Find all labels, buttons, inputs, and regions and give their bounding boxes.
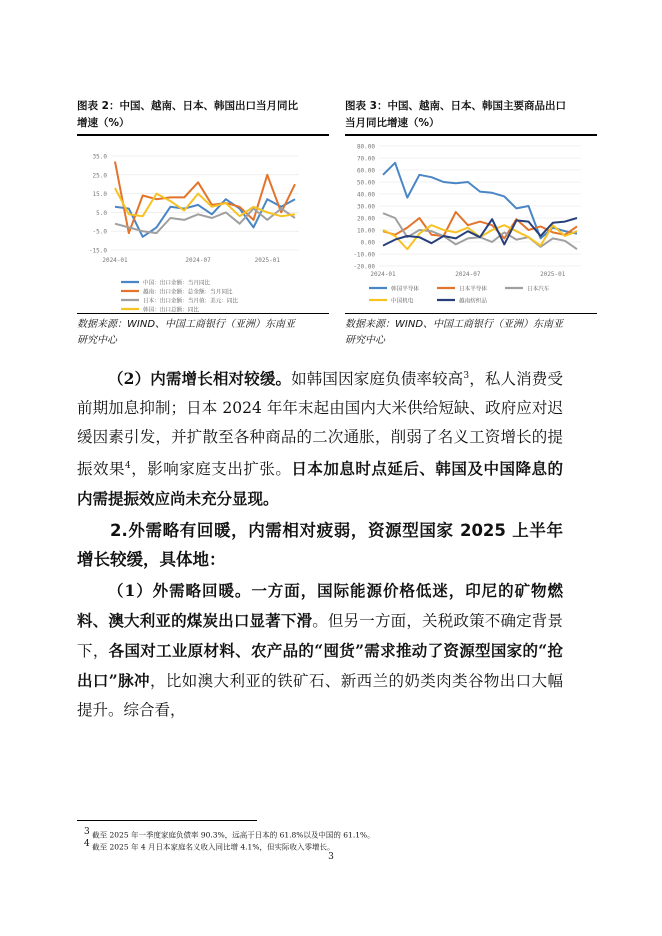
text-segment-bold: 各国对工业原材料、农产品的“囤货”需求推动了资源型国家的“抢出口”脉冲 [77,641,563,691]
figure-3-chart [345,136,597,313]
text-segment: 如韩国因家庭负债率较高 [291,370,464,389]
y-tick-label: 15.0 [92,190,107,198]
text-segment: （1）外需略回暖。一方面，国际能源价格低迷， [108,581,466,601]
y-tick-label: 5.0 [96,209,107,217]
footnote-3-number: 3 [84,827,90,837]
y-tick-label: 0.00 [360,239,375,246]
footnote-divider [77,820,257,821]
y-tick-label: 70.00 [356,155,375,162]
section-heading-2: 2.外需略有回暖，内需相对疲弱，资源型国家 2025 上半年增长较缓，具体地： [77,521,563,570]
legend-label: 越南纺织品 [459,297,487,304]
y-tick-label: 35.0 [92,153,107,160]
figure-3-title [345,98,597,132]
footnote-3-text: 截至 2025 年一季度家庭负债率 90.3%，远高于日本的 61.8%以及中国的 61.1%。 [92,830,375,840]
x-tick-label: 2024-01 [102,256,128,264]
legend-label: 日本：出口金额：当月值：美元：同比 [143,297,239,304]
paragraph-domestic-demand-heading: （2）内需增长相对较缓。 [108,369,292,389]
legend-label: 中国机电 [391,297,414,304]
paragraph-domestic-demand [77,362,563,514]
y-tick-label: 60.00 [356,167,375,174]
legend-label: 日本半导体 [459,285,487,292]
y-tick-label: 50.00 [356,179,375,186]
legend-label: 日本汽车 [527,285,550,292]
figure-2-chart [77,136,329,313]
text-segment-bold: 日本加息时点延后、韩国及中国降息的内需提振效应尚未充分显现。 [77,459,563,509]
figure-3-title-line2: 当月同比增速（%） [345,117,440,129]
y-tick-label: -10.00 [353,251,375,258]
text-segment: ，影响家庭支出扩张。 [130,460,292,479]
figure-3-source-line2: 研究中心 [345,334,385,346]
y-tick-label: 80.00 [356,143,375,150]
text-segment-bold: 印尼的矿物燃料、澳大利亚的煤炭出口显著下滑 [77,581,563,631]
x-tick-label: 2025-01 [254,256,280,264]
footnote-ref-3[interactable]: 3 [463,371,470,381]
footnote-4-number: 4 [84,839,90,849]
figure-2-bottom-rule [77,313,329,314]
figure-2-source [77,317,329,349]
footnote-4-text: 截至 2025 年 4 月日本家庭名义收入同比增 4.1%，但实际收入零增长。 [92,842,335,852]
paragraph-external-demand [77,576,563,725]
figure-2-source-line1: 数据来源：WIND、中国工商银行（亚洲）东南亚 [77,318,296,330]
y-tick-label: 25.0 [92,171,107,179]
text-segment: ，私人消费受前期加息抑制；日本 2024 年年末起由国内大米供给短缺、政府应对迟缓因素引发，并扩散至各种商品的二次通胀，削弱了名义工资增长的提振效果 [77,370,563,479]
body-text [77,362,563,725]
legend-label: 韩国半导体 [391,285,419,292]
x-tick-label: 2025-01 [540,270,566,278]
figure-3-bottom-rule [345,313,597,314]
y-tick-label: 10.00 [356,227,375,234]
y-tick-label: -15.0 [88,247,107,254]
x-tick-label: 2024-07 [185,256,211,264]
text-segment: ，比如澳大利亚的铁矿石、新西兰的奶类肉类谷物出口大幅提升。综合看， [77,672,563,720]
y-tick-label: -5.0 [92,228,107,236]
y-tick-label: 30.00 [356,203,375,210]
page-number: 3 [328,852,334,862]
figure-3-source [345,317,597,349]
y-tick-label: 20.00 [356,215,375,222]
legend-label: 越南：出口金额：总金额：当月同比 [143,288,233,295]
legend-label: 韩国：出口总额：同比 [143,306,199,313]
figure-2-source-line2: 研究中心 [77,334,117,346]
y-tick-label: -20.00 [353,263,375,270]
figure-2-title-line2: 增速（%） [77,117,130,129]
x-tick-label: 2024-07 [455,270,481,278]
legend-label: 中国：出口金额：当月同比 [143,279,211,286]
figure-2-title [77,98,329,132]
text-segment: 。但另一方面，关税政策不确定背景下， [77,612,563,661]
figure-2-title-line1: 图表 2：中国、越南、日本、韩国出口当月同比 [77,100,298,112]
y-tick-label: 40.00 [356,191,375,198]
series-line [115,161,295,233]
x-tick-label: 2024-01 [370,270,396,278]
figure-3 [345,98,597,349]
figure-3-source-line1: 数据来源：WIND、中国工商银行（亚洲）东南亚 [345,318,564,330]
footnote-ref-4[interactable]: 4 [125,461,131,472]
figure-3-title-line1: 图表 3：中国、越南、日本、韩国主要商品出口 [345,100,566,112]
figure-2 [77,98,329,349]
